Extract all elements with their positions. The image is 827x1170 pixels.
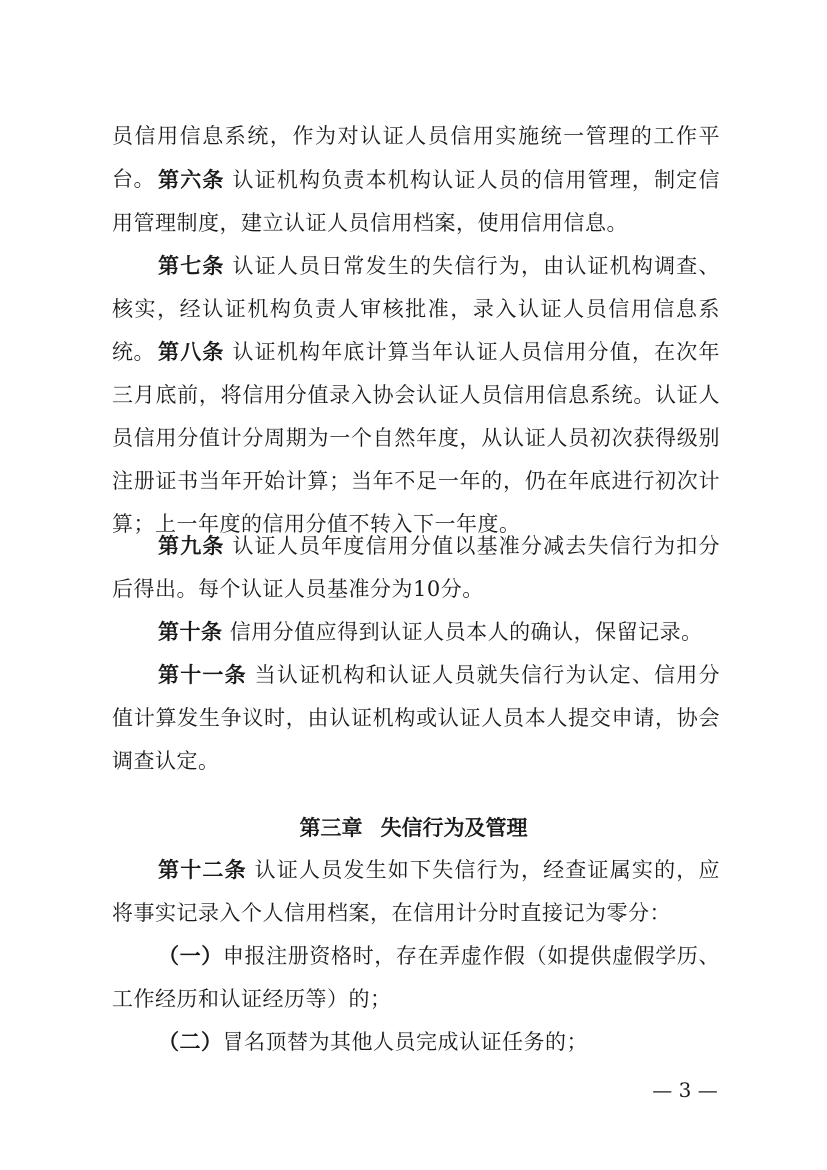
article-10 <box>112 610 720 654</box>
article-7-text: 认证人员日常发生的失信行为，由认证机构调查、核实，经认证机构负责人审核批准，录入认证人员信用信息系统。 <box>112 254 720 364</box>
article-7-label: 第七条 <box>158 253 225 278</box>
chapter-heading <box>0 811 827 845</box>
article-12 <box>112 848 720 935</box>
article-11-label: 第十一条 <box>158 662 247 687</box>
article-6-label: 第六条 <box>158 167 225 192</box>
article-8-label: 第八条 <box>158 339 225 364</box>
article-10-label: 第十条 <box>158 619 223 644</box>
article-11-text: 当认证机构和认证人员就失信行为认定、信用分值计算发生争议时，由认证机构或认证人员本人提交申请，协会调查认定。 <box>112 663 721 773</box>
article-8 <box>112 330 720 546</box>
article-9-label: 第九条 <box>158 533 225 558</box>
article-6 <box>112 158 720 245</box>
intro-text: 员信用信息系统，作为对认证人员信用实施统一管理的工作平台。 <box>112 124 720 191</box>
item-2 <box>112 1020 720 1064</box>
chapter-number: 第三章 <box>299 816 363 840</box>
item-2-text: 冒名顶替为其他人员完成认证任务的； <box>222 1030 588 1054</box>
item-1 <box>112 934 720 1021</box>
article-11 <box>112 653 720 783</box>
item-2-label: （二） <box>158 1029 223 1054</box>
article-9 <box>112 524 720 611</box>
item-1-label: （一） <box>158 943 223 968</box>
article-12-text: 认证人员发生如下失信行为，经查证属实的，应将事实记录入个人信用档案，在信用计分时直接记为零分： <box>112 858 721 925</box>
article-6-text: 认证机构负责本机构认证人员的信用管理，制定信用管理制度，建立认证人员信用档案，使用信用信息。 <box>112 168 720 235</box>
article-12-label: 第十二条 <box>158 857 247 882</box>
page-number: — 3 — <box>652 1078 718 1102</box>
chapter-title: 失信行为及管理 <box>380 816 528 840</box>
item-1-text: 申报注册资格时，存在弄虚作假（如提供虚假学历、工作经历和认证经历等）的； <box>112 944 721 1011</box>
article-9-text: 认证人员年度信用分值以基准分减去失信行为扣分后得出。每个认证人员基准分为10分。 <box>112 534 720 601</box>
article-8-text: 认证机构年底计算当年认证人员信用分值，在次年三月底前，将信用分值录入协会认证人员信用信息系统。认证人员信用分值计分周期为一个自然年度，从认证人员初次获得级别注册证书当年开始计算；当年不足一年的，仍在年底进行初次计算；上一年度的信用分值不转入下一年度。 <box>112 340 720 536</box>
article-10-text: 信用分值应得到认证人员本人的确认，保留记录。 <box>229 620 703 644</box>
